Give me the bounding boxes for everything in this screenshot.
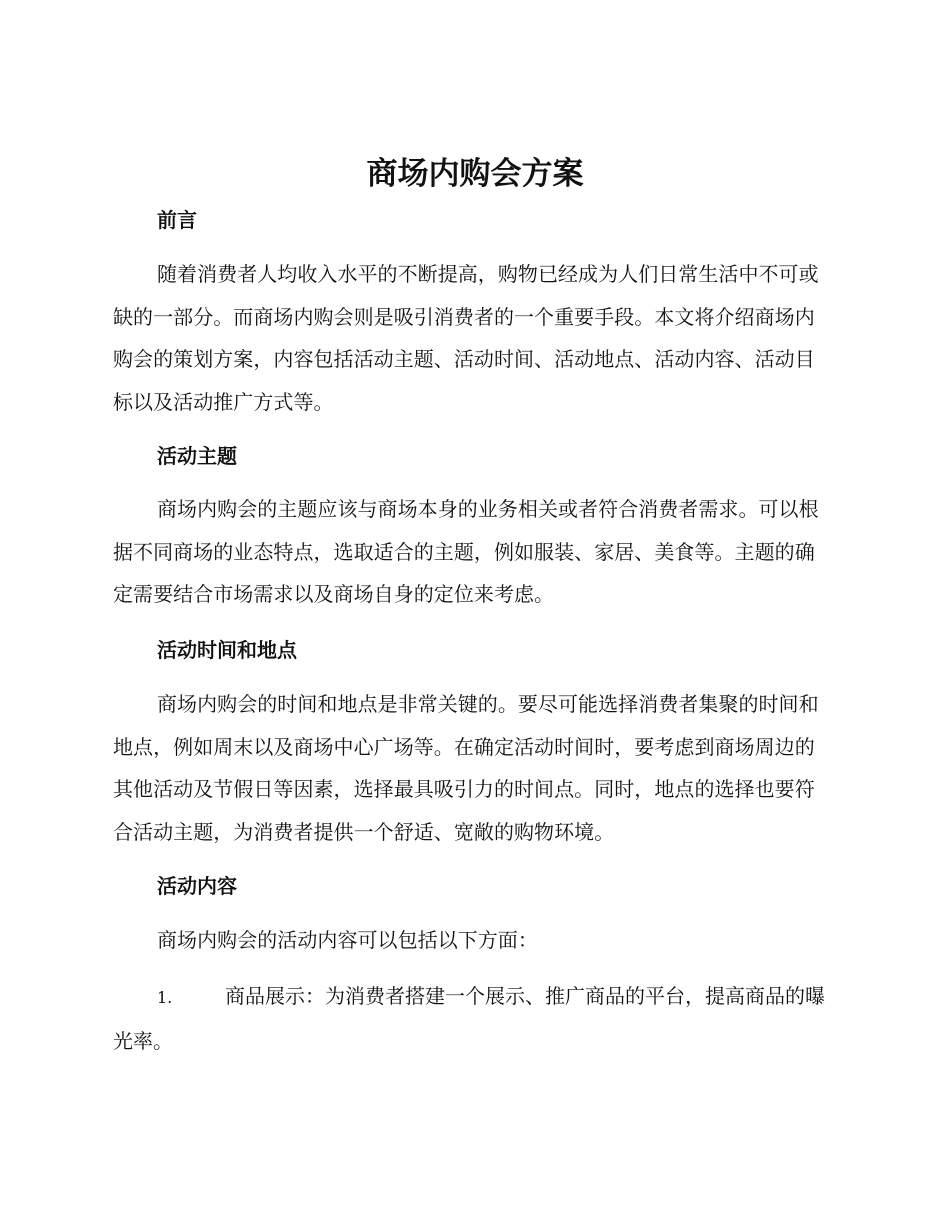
paragraph-preface: 随着消费者人均收入水平的不断提高，购物已经成为人们日常生活中不可或缺的一部分。而商场内购会则是吸引消费者的一个重要手段。本文将介绍商场内购会的策划方案，内容包括活动主题、活动时间、活动地点、活动内容、活动目标以及活动推广方式等。 — [113, 262, 819, 414]
list-item-number: 1. — [157, 988, 173, 1007]
document-title: 商场内购会方案 — [366, 156, 584, 192]
paragraph-theme: 商场内购会的主题应该与商场本身的业务相关或者符合消费者需求。可以根据不同商场的业态特点，选取适合的主题，例如服装、家居、美食等。主题的确定需要结合市场需求以及商场自身的定位来考虑。 — [113, 497, 819, 606]
paragraph-time-place: 商场内购会的时间和地点是非常关键的。要尽可能选择消费者集聚的时间和地点，例如周末以及商场中心广场等。在确定活动时间时，要考虑到商场周边的其他活动及节假日等因素，选择最具吸引力的时间点。同时，地点的选择也要符合活动主题，为消费者提供一个舒适、宽敞的购物环境。 — [113, 692, 819, 844]
section-heading-content: 活动内容 — [157, 874, 237, 898]
section-heading-preface: 前言 — [157, 208, 197, 232]
list-item-text: 商品展示：为消费者搭建一个展示、推广商品的平台，提高商品的曝光率。 — [113, 984, 825, 1053]
section-heading-time-place: 活动时间和地点 — [157, 638, 297, 662]
paragraph-content-intro: 商场内购会的活动内容可以包括以下方面： — [157, 928, 538, 952]
list-item — [113, 975, 831, 1062]
section-heading-theme: 活动主题 — [157, 444, 237, 468]
